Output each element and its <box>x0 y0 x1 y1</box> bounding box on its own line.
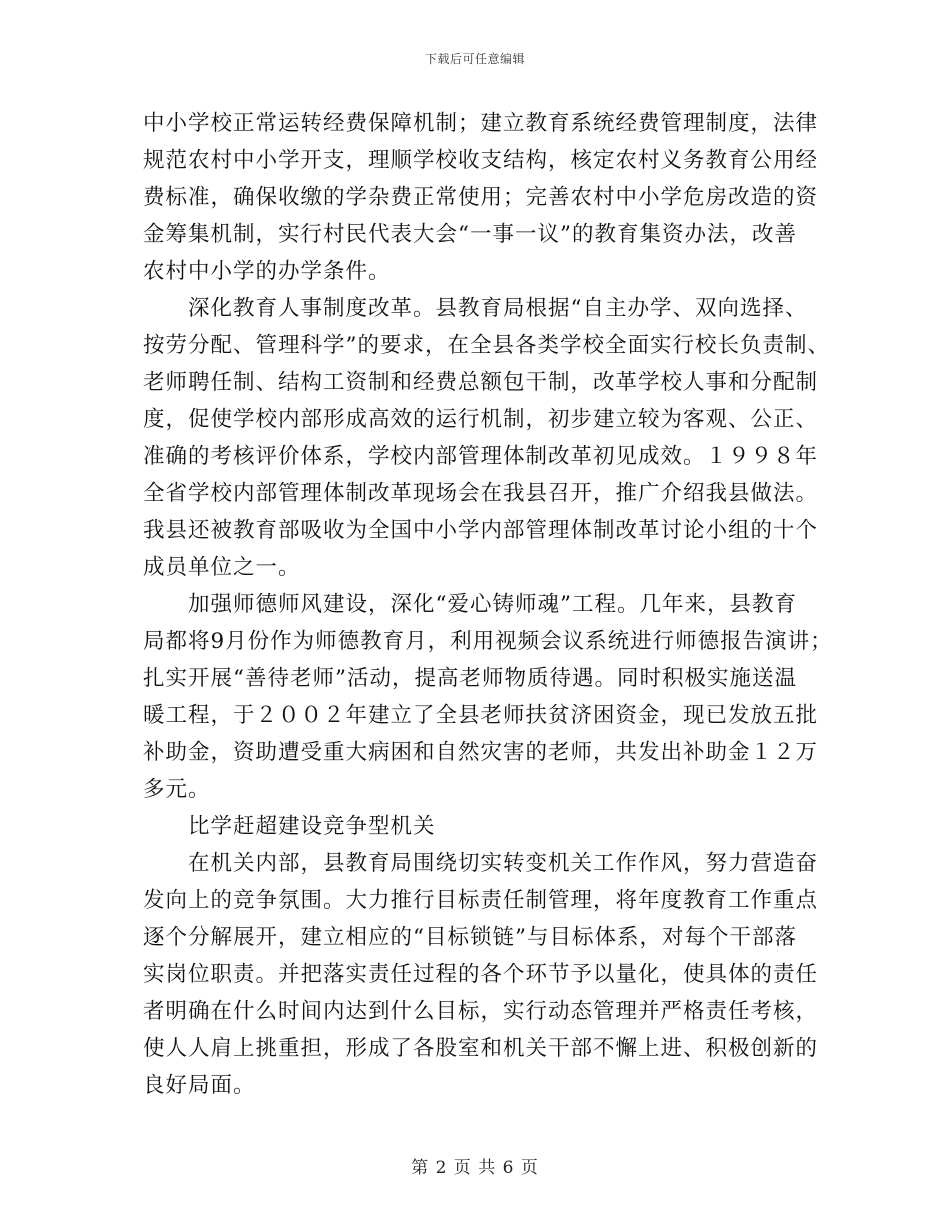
text-line: 补助金，资助遭受重大病困和自然灾害的老师，共发出补助金１２万 <box>143 740 819 765</box>
text-line: 按劳分配、管理科学”的要求，在全县各类学校全面实行校长负责制、 <box>143 333 830 358</box>
text-line: 暖工程，于２００２年建立了全县老师扶贫济困资金，现已发放五批 <box>143 703 819 728</box>
text-line: 实岗位职责。并把落实责任过程的各个环节予以量化，使具体的责任 <box>143 962 819 987</box>
text-line: 扎实开展“善待老师”活动，提高老师物质待遇。同时积极实施送温 <box>143 666 797 691</box>
text-line: 我县还被教育部吸收为全国中小学内部管理体制改革讨论小组的十个 <box>143 518 819 543</box>
text-line: 深化教育人事制度改革。县教育局根据“自主办学、双向选择、 <box>143 296 808 321</box>
text-line: 中小学校正常运转经费保障机制；建立教育系统经费管理制度，法律 <box>143 111 819 136</box>
text-line: 多元。 <box>143 777 211 802</box>
text-line: 者明确在什么时间内达到什么目标，实行动态管理并严格责任考核， <box>143 999 819 1024</box>
text-line: 准确的考核评价体系，学校内部管理体制改革初见成效。１９９８年 <box>143 444 819 469</box>
text-line: 加强师德师风建设，深化“爱心铸师魂”工程。几年来，县教育 <box>143 592 797 617</box>
text-line: 使人人肩上挑重担，形成了各股室和机关干部不懈上进、积极创新的 <box>143 1036 819 1061</box>
text-line: 在机关内部，县教育局围绕切实转变机关工作作风，努力营造奋 <box>143 851 819 876</box>
page-number: 第 2 页 共 6 页 <box>411 1158 539 1178</box>
text-line: 全省学校内部管理体制改革现场会在我县召开，推广介绍我县做法。 <box>143 481 819 506</box>
text-line: 成员单位之一。 <box>143 555 301 580</box>
text-line: 老师聘任制、结构工资制和经费总额包干制，改革学校人事和分配制 <box>143 370 819 395</box>
text-line: 度，促使学校内部形成高效的运行机制，初步建立较为客观、公正、 <box>143 407 819 432</box>
header-note: 下载后可任意编辑 <box>424 52 525 66</box>
text-line: 农村中小学的办学条件。 <box>143 259 391 284</box>
text-line: 良好局面。 <box>143 1073 256 1098</box>
text-line: 局都将9月份作为师德教育月，利用视频会议系统进行师德报告演讲； <box>143 629 833 654</box>
text-line: 逐个分解展开，建立相应的“目标锁链”与目标体系，对每个干部落 <box>143 925 797 950</box>
text-line: 发向上的竞争氛围。大力推行目标责任制管理，将年度教育工作重点 <box>143 888 819 913</box>
text-line: 规范农村中小学开支，理顺学校收支结构，核定农村义务教育公用经 <box>143 148 819 173</box>
text-line: 费标准，确保收缴的学杂费正常使用；完善农村中小学危房改造的资 <box>143 185 819 210</box>
section-heading: 比学赶超建设竞争型机关 <box>143 814 436 839</box>
body-text <box>143 105 833 1104</box>
text-line: 金筹集机制，实行村民代表大会“一事一议”的教育集资办法，改善 <box>143 222 797 247</box>
